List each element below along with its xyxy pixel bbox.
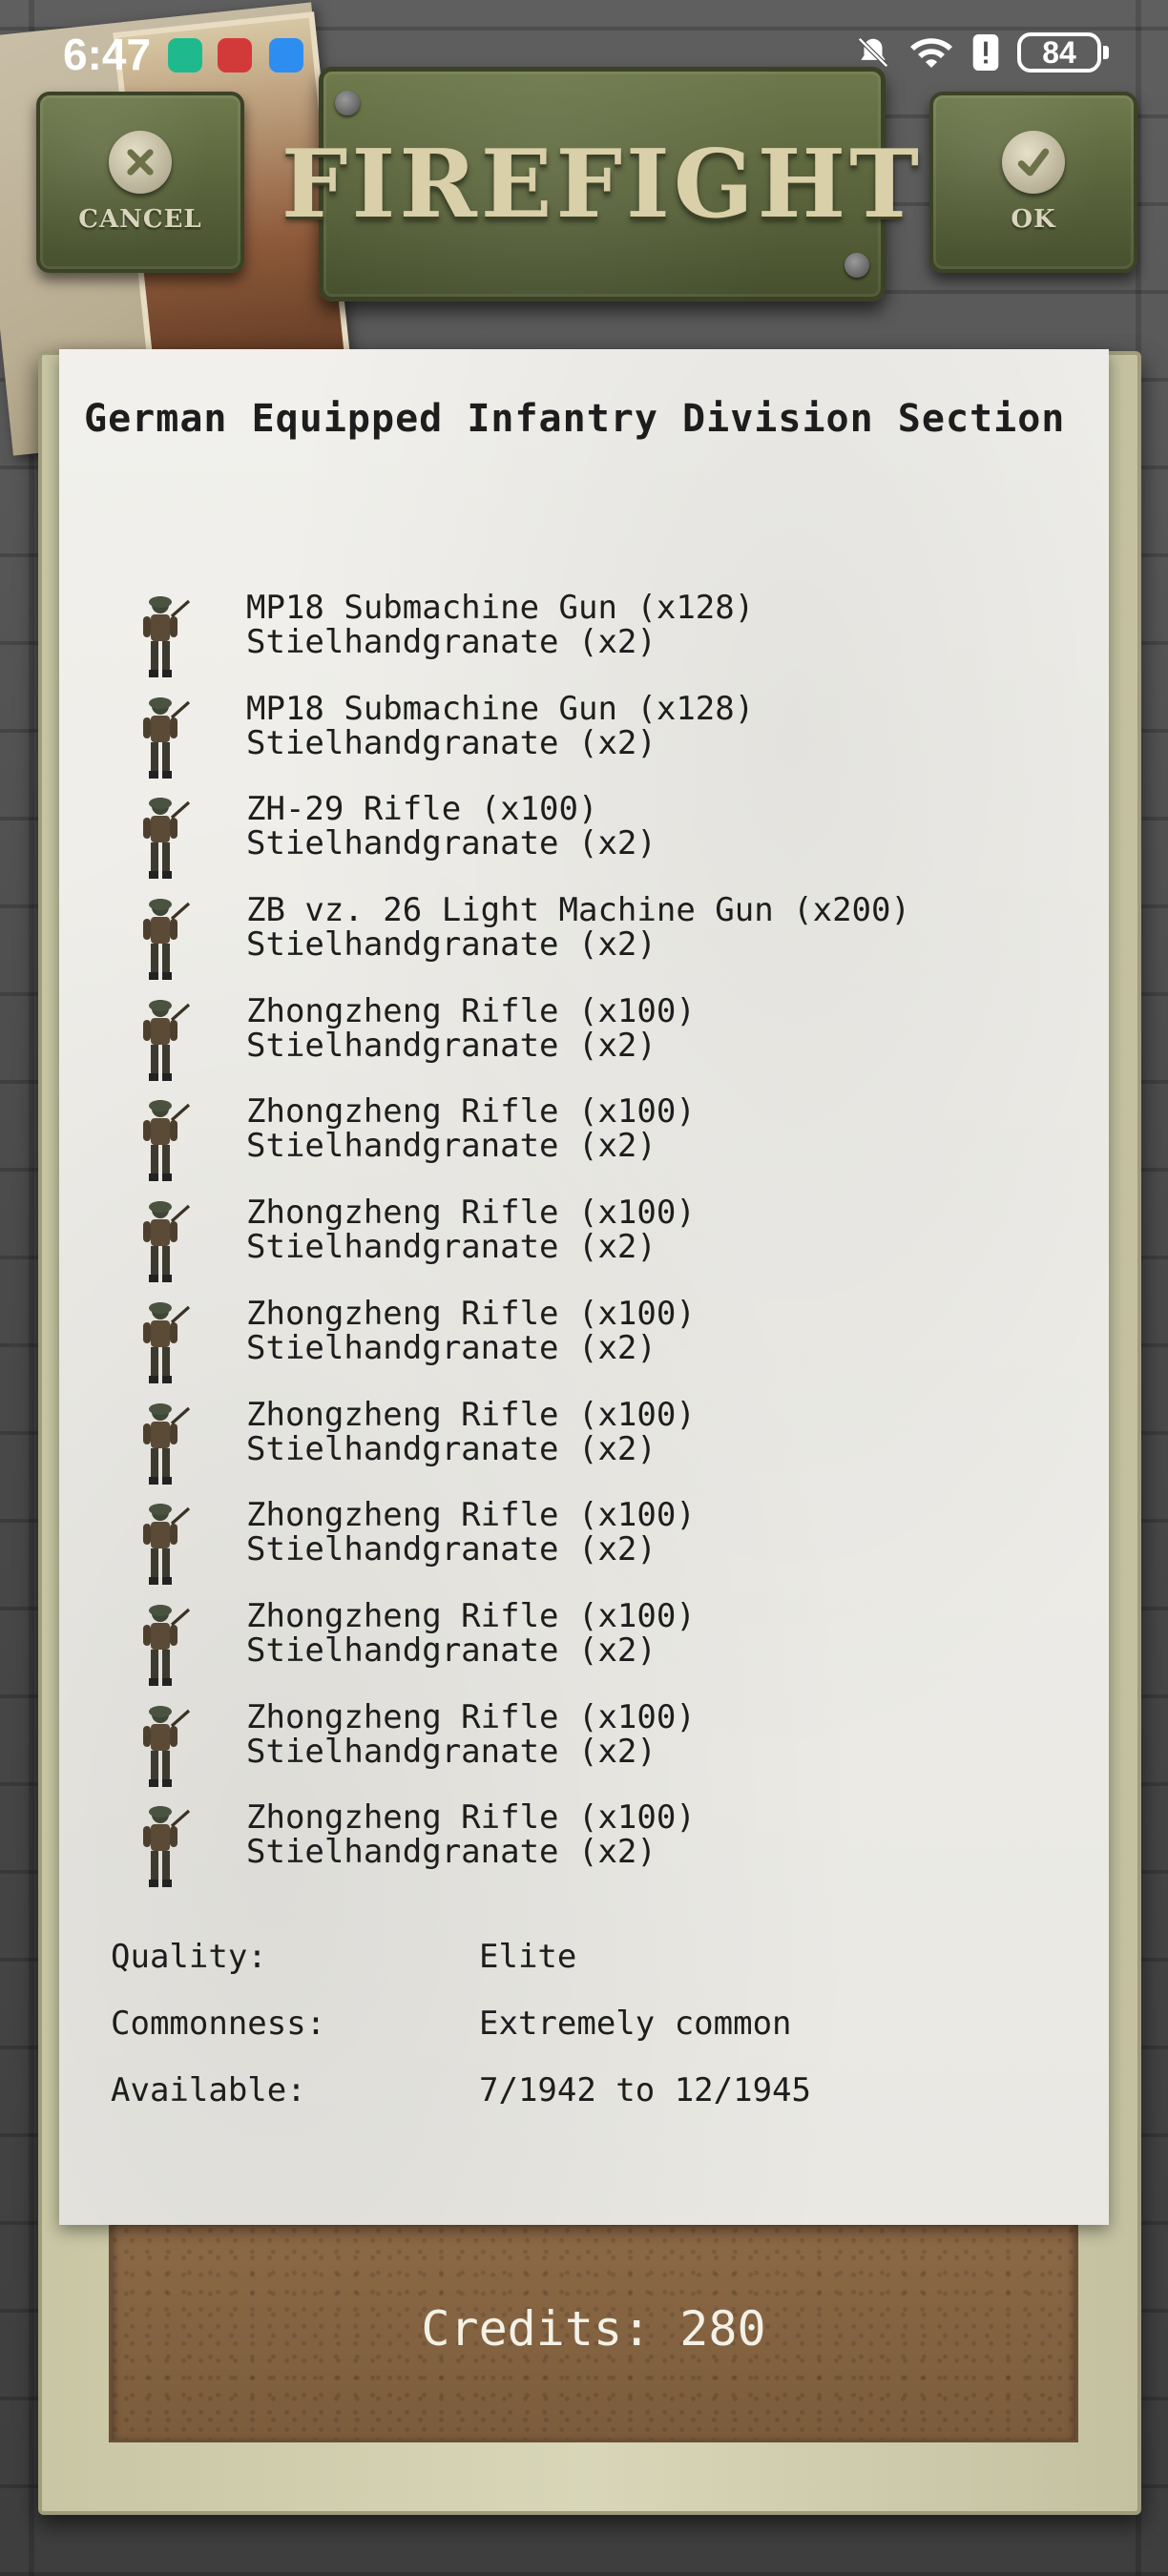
battery-alert-icon (971, 34, 1000, 71)
soldier-weapon: ZB vz. 26 Light Machine Gun (x200) (246, 891, 910, 930)
soldier-row[interactable] (59, 1193, 1109, 1294)
unit-stats (111, 1938, 1065, 2138)
wifi-icon (908, 34, 954, 71)
soldier-row[interactable] (59, 1091, 1109, 1193)
soldier-grenade: Stielhandgranate (x2) (246, 925, 657, 965)
soldier-weapon: Zhongzheng Rifle (x100) (246, 1092, 696, 1132)
cancel-label: CANCEL (78, 205, 202, 234)
soldier-row[interactable] (59, 1395, 1109, 1496)
cancel-button[interactable] (36, 92, 244, 273)
soldier-grenade: Stielhandgranate (x2) (246, 1429, 657, 1468)
soldier-grenade: Stielhandgranate (x2) (246, 1530, 657, 1569)
credits-panel (109, 2215, 1078, 2442)
soldier-row[interactable] (59, 991, 1109, 1092)
available-label: Available: (111, 2071, 306, 2109)
soldier-weapon: Zhongzheng Rifle (x100) (246, 1496, 696, 1535)
battery-indicator: 84 (1017, 32, 1101, 73)
soldier-weapon: Zhongzheng Rifle (x100) (246, 1596, 696, 1635)
soldier-icon (134, 593, 191, 681)
app-notification-icon (168, 38, 202, 73)
screw-icon (335, 91, 360, 115)
soldier-grenade: Stielhandgranate (x2) (246, 1631, 657, 1670)
soldier-weapon: Zhongzheng Rifle (x100) (246, 1194, 696, 1233)
soldier-grenade: Stielhandgranate (x2) (246, 1127, 657, 1166)
credits-text: Credits: 280 (421, 2301, 766, 2357)
title-plate (281, 67, 924, 301)
status-icons (855, 32, 1101, 73)
soldier-icon (134, 1501, 191, 1589)
quality-value: Elite (479, 1938, 577, 1976)
soldier-row[interactable] (59, 588, 1109, 689)
soldier-weapon: Zhongzheng Rifle (x100) (246, 1395, 696, 1434)
soldier-icon (134, 695, 191, 782)
unit-title: German Equipped Infantry Division Section (84, 397, 1066, 441)
soldier-row[interactable] (59, 1697, 1109, 1798)
commonness-label: Commonness: (111, 2005, 326, 2043)
soldier-weapon: Zhongzheng Rifle (x100) (246, 1294, 696, 1333)
watermark (991, 2431, 1124, 2498)
app-notification-icon (218, 38, 252, 73)
soldier-list (59, 588, 1109, 1899)
notification-muted-icon (855, 34, 891, 71)
commonness-value: Extremely common (479, 2005, 792, 2043)
unit-card (59, 349, 1109, 2225)
game-title: FIREFIGHT (281, 129, 924, 239)
soldier-icon (134, 1703, 191, 1791)
soldier-grenade: Stielhandgranate (x2) (246, 1328, 657, 1367)
soldier-grenade: Stielhandgranate (x2) (246, 1833, 657, 1872)
soldier-icon (134, 1803, 191, 1891)
soldier-icon (134, 1602, 191, 1690)
soldier-weapon: ZH-29 Rifle (x100) (246, 790, 598, 829)
soldier-grenade: Stielhandgranate (x2) (246, 1228, 657, 1267)
available-value: 7/1942 to 12/1945 (479, 2071, 811, 2109)
soldier-weapon: Zhongzheng Rifle (x100) (246, 991, 696, 1030)
soldier-row[interactable] (59, 1294, 1109, 1395)
soldier-icon (134, 1198, 191, 1286)
soldier-icon (134, 896, 191, 984)
soldier-weapon: MP18 Submachine Gun (x128) (246, 689, 755, 728)
soldier-row[interactable] (59, 1495, 1109, 1596)
ok-label: OK (1011, 205, 1056, 234)
ok-button[interactable] (929, 92, 1137, 273)
soldier-grenade: Stielhandgranate (x2) (246, 723, 657, 762)
soldier-grenade: Stielhandgranate (x2) (246, 623, 657, 661)
soldier-grenade: Stielhandgranate (x2) (246, 1732, 657, 1771)
soldier-row[interactable] (59, 689, 1109, 790)
soldier-icon (134, 795, 191, 883)
quality-label: Quality: (111, 1938, 267, 1976)
stat-row-available (111, 2071, 1065, 2138)
soldier-grenade: Stielhandgranate (x2) (246, 1026, 657, 1065)
soldier-row[interactable] (59, 1797, 1109, 1899)
soldier-row[interactable] (59, 890, 1109, 991)
cloud-icon (269, 38, 303, 73)
soldier-weapon: MP18 Submachine Gun (x128) (246, 589, 755, 627)
stat-row-commonness (111, 2005, 1065, 2071)
screw-icon (845, 253, 869, 278)
stat-row-quality (111, 1938, 1065, 2005)
soldier-weapon: Zhongzheng Rifle (x100) (246, 1798, 696, 1838)
status-time: 6:47 (63, 30, 152, 79)
soldier-icon (134, 1401, 191, 1488)
soldier-icon (134, 997, 191, 1085)
soldier-row[interactable] (59, 1596, 1109, 1697)
soldier-icon (134, 1299, 191, 1387)
soldier-icon (134, 1097, 191, 1185)
soldier-grenade: Stielhandgranate (x2) (246, 824, 657, 863)
close-icon (109, 131, 172, 194)
soldier-weapon: Zhongzheng Rifle (x100) (246, 1697, 696, 1736)
checkmark-icon (1002, 131, 1065, 194)
soldier-row[interactable] (59, 789, 1109, 890)
